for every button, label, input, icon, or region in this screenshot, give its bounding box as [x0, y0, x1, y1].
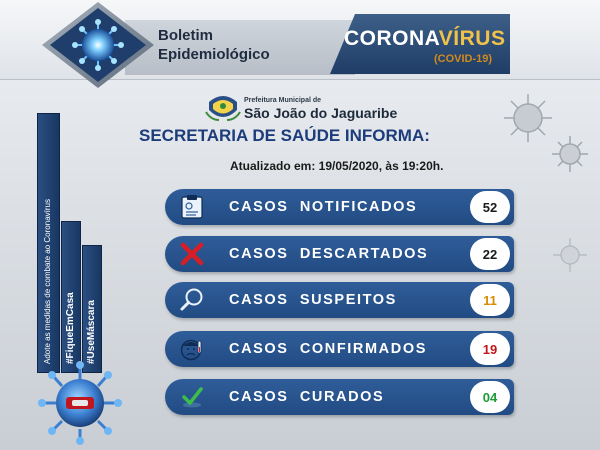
virus-decoration-icon — [488, 80, 600, 190]
x-mark-icon — [177, 240, 207, 268]
banner-use-mascara — [82, 245, 102, 373]
case-label-curados: CASOS CURADOS — [229, 389, 385, 405]
case-row-suspeitos — [165, 282, 514, 318]
coronavirus-title-part1: CORONA — [344, 27, 439, 50]
banner-mascara-text: #UseMáscara — [86, 300, 97, 364]
sick-face-icon — [177, 335, 207, 363]
case-row-descartados — [165, 236, 514, 272]
banner-fique-em-casa — [61, 221, 81, 373]
case-label-confirmados: CASOS CONFIRMADOS — [229, 341, 427, 357]
bulletin-title-line2: Epidemiológico — [158, 46, 270, 63]
checkmark-icon — [177, 383, 207, 411]
updated-timestamp: Atualizado em: 19/05/2020, às 19:20h. — [230, 159, 444, 173]
case-row-curados — [165, 379, 514, 415]
case-row-notificados — [165, 189, 514, 225]
virus-mask-icon — [30, 355, 130, 450]
city-name: São João do Jaguaribe — [244, 105, 398, 121]
bulletin-title-line1: Boletim — [158, 27, 214, 44]
case-label-descartados: CASOS DESCARTADOS — [229, 246, 429, 262]
magnifier-icon — [177, 286, 207, 314]
case-count-notificados: 52 — [470, 191, 510, 223]
banner-fique-text: #FiqueEmCasa — [65, 292, 76, 364]
case-label-suspeitos: CASOS SUSPEITOS — [229, 292, 397, 308]
clipboard-icon — [177, 193, 207, 221]
banner-adote-text: Adote as medidas de combate ao Coronavírus — [43, 199, 52, 364]
case-row-confirmados — [165, 331, 514, 367]
case-count-confirmados: 19 — [470, 333, 510, 365]
case-count-curados: 04 — [470, 381, 510, 413]
virus-decoration-small-icon — [530, 220, 600, 290]
coronavirus-title — [344, 27, 505, 51]
virus-logo-icon — [42, 2, 154, 88]
secretaria-heading: SECRETARIA DE SAÚDE INFORMA: — [139, 126, 430, 145]
prefeitura-label: Prefeitura Municipal de — [244, 97, 322, 104]
banner-adote-medidas — [37, 113, 60, 373]
covid-label: (COVID-19) — [434, 53, 493, 65]
case-count-suspeitos: 11 — [470, 284, 510, 316]
case-count-descartados: 22 — [470, 238, 510, 270]
bulletin-title — [158, 26, 328, 64]
coronavirus-title-part2: VÍRUS — [438, 27, 506, 50]
municipal-emblem-icon — [205, 92, 241, 122]
case-label-notificados: CASOS NOTIFICADOS — [229, 199, 418, 215]
